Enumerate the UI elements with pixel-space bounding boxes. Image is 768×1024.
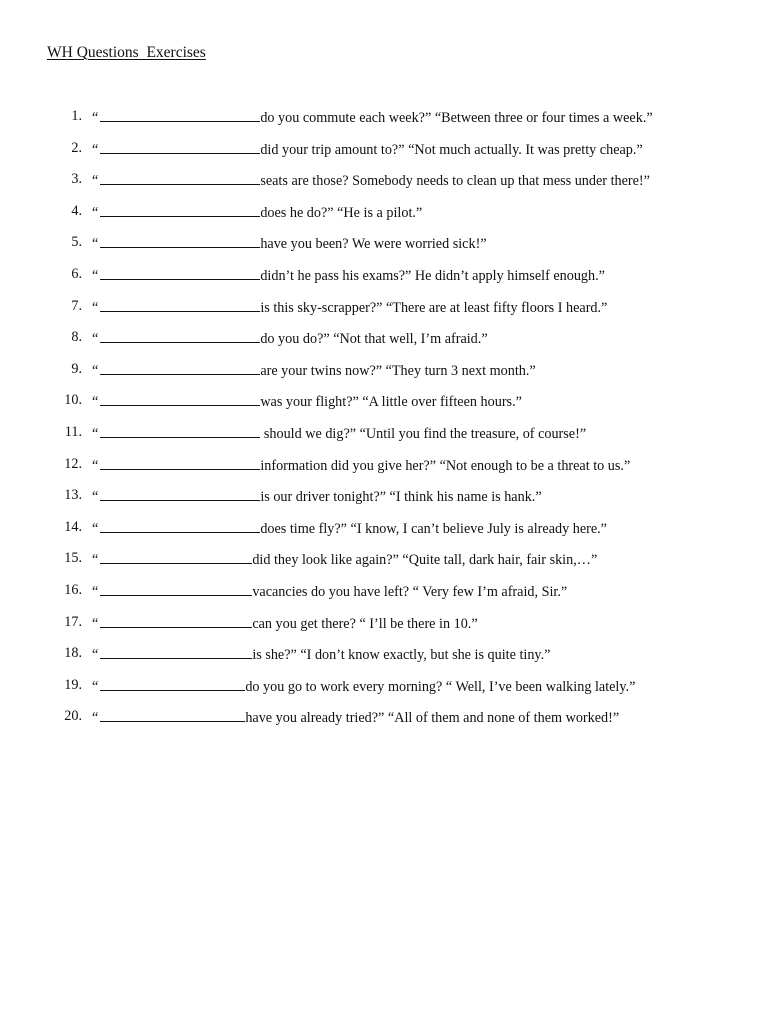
- item-number: 15.: [64, 550, 82, 567]
- item-number: 12.: [64, 455, 82, 472]
- open-quote: “: [92, 236, 99, 253]
- item-text: was your flight?” “A little over fifteen hours.”: [260, 394, 522, 411]
- item-text: do you commute each week?” “Between three or four times a week.”: [260, 110, 653, 126]
- item-number: 13.: [64, 487, 82, 504]
- open-quote: “: [92, 710, 99, 727]
- answer-blank: [100, 675, 245, 691]
- open-quote: “: [92, 267, 99, 284]
- open-quote: “: [92, 394, 99, 411]
- item-text: did they look like again?” “Quite tall, dark hair, fair skin,…”: [252, 552, 598, 569]
- item-number: 5.: [71, 234, 82, 251]
- item-number: 8.: [71, 329, 82, 346]
- item-text: does time fly?” “I know, I can’t believe July is already here.”: [260, 520, 607, 537]
- item-text: vacancies do you have left? “ Very few I’m afraid, Sir.”: [252, 583, 568, 600]
- item-body: [92, 201, 422, 223]
- item-number: 4.: [71, 202, 82, 219]
- open-quote: “: [92, 489, 99, 506]
- item-body: [92, 422, 586, 444]
- item-text: did your trip amount to?” “Not much actually. It was pretty cheap.”: [260, 141, 643, 158]
- answer-blank: [100, 390, 260, 406]
- item-number: 9.: [71, 360, 82, 377]
- item-body: [92, 232, 487, 254]
- answer-blank: [100, 517, 260, 533]
- open-quote: “: [92, 110, 99, 126]
- open-quote: “: [92, 299, 99, 316]
- item-body: [92, 485, 542, 507]
- item-text: didn’t he pass his exams?” He didn’t apply himself enough.”: [260, 267, 605, 284]
- item-text: can you get there? “ I’ll be there in 10.”: [252, 615, 478, 632]
- item-text: is this sky-scrapper?” “There are at least fifty floors I heard.”: [260, 299, 608, 316]
- item-body: [92, 580, 567, 602]
- item-number: 7.: [71, 297, 82, 314]
- item-body: [92, 612, 478, 634]
- item-text: do you do?” “Not that well, I’m afraid.”: [260, 331, 488, 348]
- answer-blank: [100, 232, 260, 248]
- item-body: [92, 390, 522, 412]
- item-body: [92, 264, 605, 286]
- item-body: [92, 643, 550, 665]
- answer-blank: [100, 548, 252, 564]
- item-body: [92, 454, 630, 476]
- item-body: [92, 296, 607, 318]
- open-quote: “: [92, 425, 99, 442]
- item-number: 11.: [64, 423, 82, 440]
- open-quote: “: [92, 362, 99, 379]
- open-quote: “: [92, 331, 99, 348]
- item-text: do you go to work every morning? “ Well, I’ve been walking lately.”: [245, 678, 636, 695]
- item-text: is she?” “I don’t know exactly, but she is quite tiny.”: [252, 647, 551, 664]
- answer-blank: [100, 106, 260, 122]
- answer-blank: [100, 169, 260, 185]
- item-text: are your twins now?” “They turn 3 next month.”: [260, 362, 536, 379]
- item-number: 19.: [64, 676, 82, 693]
- open-quote: “: [92, 678, 99, 695]
- answer-blank: [100, 359, 260, 375]
- item-body: [92, 106, 653, 128]
- item-body: [92, 138, 643, 160]
- answer-blank: [100, 201, 260, 217]
- item-text: have you already tried?” “All of them and none of them worked!”: [245, 710, 620, 727]
- open-quote: “: [92, 173, 99, 190]
- answer-blank: [100, 327, 260, 343]
- answer-blank: [100, 454, 260, 470]
- item-number: 2.: [71, 139, 82, 156]
- open-quote: “: [92, 204, 99, 221]
- answer-blank: [100, 580, 252, 596]
- item-number: 1.: [71, 108, 82, 124]
- open-quote: “: [92, 615, 99, 632]
- item-text: information did you give her?” “Not enough to be a threat to us.”: [260, 457, 631, 474]
- answer-blank: [100, 296, 260, 312]
- item-body: [92, 359, 536, 381]
- item-text: does he do?” “He is a pilot.”: [260, 204, 423, 221]
- answer-blank: [100, 138, 260, 154]
- item-text: have you been? We were worried sick!”: [260, 236, 487, 253]
- answer-blank: [100, 264, 260, 280]
- answer-blank: [100, 422, 260, 438]
- open-quote: “: [92, 552, 99, 569]
- item-body: [92, 327, 488, 349]
- item-body: [92, 548, 597, 570]
- worksheet-title: WH Questions Exercises: [47, 44, 206, 61]
- answer-blank: [100, 485, 260, 501]
- item-number: 17.: [64, 613, 82, 630]
- item-number: 16.: [64, 581, 82, 598]
- open-quote: “: [92, 583, 99, 600]
- item-number: 10.: [64, 392, 82, 409]
- item-number: 6.: [71, 265, 82, 282]
- open-quote: “: [92, 141, 99, 158]
- item-text: should we dig?” “Until you find the treasure, of course!”: [260, 425, 587, 442]
- item-text: seats are those? Somebody needs to clean up that mess under there!”: [260, 173, 650, 190]
- item-body: [92, 675, 635, 697]
- item-body: [92, 517, 607, 539]
- open-quote: “: [92, 520, 99, 537]
- open-quote: “: [92, 647, 99, 664]
- answer-blank: [100, 612, 252, 628]
- item-body: [92, 706, 619, 728]
- item-number: 3.: [71, 171, 82, 188]
- item-number: 14.: [64, 518, 82, 535]
- open-quote: “: [92, 457, 99, 474]
- item-number: 20.: [64, 708, 82, 725]
- item-number: 18.: [64, 645, 82, 662]
- item-text: is our driver tonight?” “I think his name is hank.”: [260, 489, 542, 506]
- item-body: [92, 169, 650, 191]
- answer-blank: [100, 706, 245, 722]
- answer-blank: [100, 643, 252, 659]
